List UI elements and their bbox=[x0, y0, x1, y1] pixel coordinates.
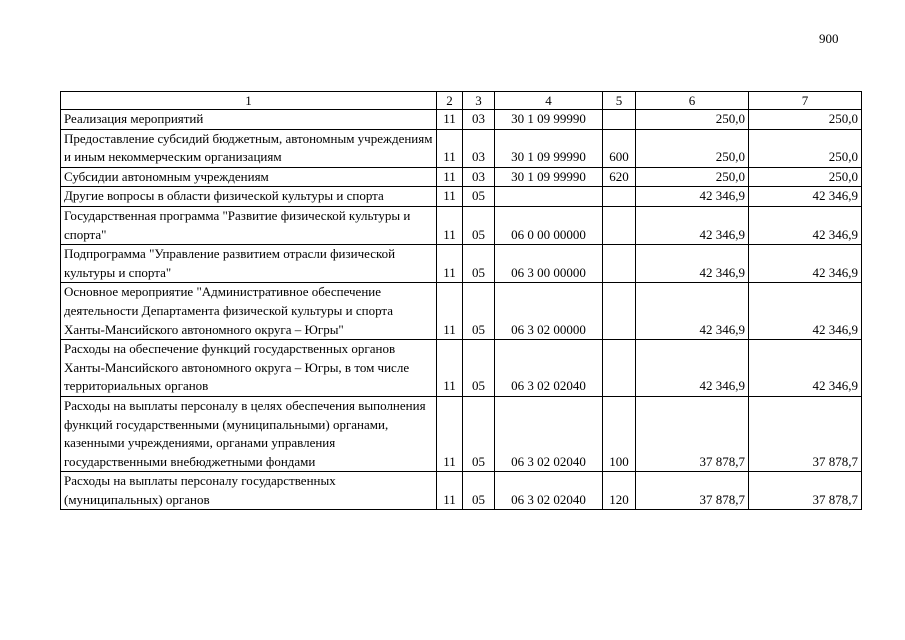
row-sum-col6: 42 346,9 bbox=[636, 340, 749, 397]
header-cell-7: 7 bbox=[749, 92, 862, 110]
row-subsection: 05 bbox=[463, 245, 495, 283]
row-section: 11 bbox=[437, 167, 463, 187]
row-expense-type bbox=[603, 283, 636, 340]
row-sum-col6: 42 346,9 bbox=[636, 245, 749, 283]
header-row bbox=[61, 92, 862, 110]
row-name: Субсидии автономным учреждениям bbox=[61, 167, 437, 187]
header-cell-6: 6 bbox=[636, 92, 749, 110]
row-section: 11 bbox=[437, 283, 463, 340]
row-sum-col7: 250,0 bbox=[749, 129, 862, 167]
row-subsection: 05 bbox=[463, 187, 495, 207]
row-sum-col7: 42 346,9 bbox=[749, 206, 862, 244]
row-section: 11 bbox=[437, 110, 463, 130]
row-subsection: 05 bbox=[463, 206, 495, 244]
row-section: 11 bbox=[437, 187, 463, 207]
row-section: 11 bbox=[437, 472, 463, 510]
row-name: Расходы на выплаты персоналу в целях обеспечения выполнения функций государственными (муниципальными) органами, казенными учреждениями, органами управления государственными внебюджетными фондами bbox=[61, 396, 437, 471]
row-expense-type bbox=[603, 187, 636, 207]
row-sum-col7: 250,0 bbox=[749, 167, 862, 187]
row-expense-type bbox=[603, 340, 636, 397]
row-expense-type bbox=[603, 206, 636, 244]
row-target-article: 30 1 09 99990 bbox=[495, 110, 603, 130]
row-name: Государственная программа "Развитие физической культуры и спорта" bbox=[61, 206, 437, 244]
row-target-article: 06 3 02 00000 bbox=[495, 283, 603, 340]
row-sum-col6: 250,0 bbox=[636, 167, 749, 187]
row-name: Подпрограмма "Управление развитием отрасли физической культуры и спорта" bbox=[61, 245, 437, 283]
row-subsection: 05 bbox=[463, 340, 495, 397]
table-row bbox=[61, 110, 862, 130]
table-row bbox=[61, 245, 862, 283]
row-sum-col6: 250,0 bbox=[636, 129, 749, 167]
row-name: Другие вопросы в области физической культуры и спорта bbox=[61, 187, 437, 207]
header-cell-5: 5 bbox=[603, 92, 636, 110]
row-name: Реализация мероприятий bbox=[61, 110, 437, 130]
row-sum-col7: 250,0 bbox=[749, 110, 862, 130]
row-expense-type: 620 bbox=[603, 167, 636, 187]
row-sum-col7: 42 346,9 bbox=[749, 187, 862, 207]
row-section: 11 bbox=[437, 129, 463, 167]
row-sum-col6: 37 878,7 bbox=[636, 472, 749, 510]
row-expense-type bbox=[603, 110, 636, 130]
row-subsection: 05 bbox=[463, 472, 495, 510]
table-row bbox=[61, 283, 862, 340]
header-cell-1: 1 bbox=[61, 92, 437, 110]
row-expense-type: 120 bbox=[603, 472, 636, 510]
row-name: Расходы на выплаты персоналу государственных (муниципальных) органов bbox=[61, 472, 437, 510]
row-expense-type: 600 bbox=[603, 129, 636, 167]
row-target-article: 06 3 00 00000 bbox=[495, 245, 603, 283]
row-name: Предоставление субсидий бюджетным, автономным учреждениям и иным некоммерческим организациям bbox=[61, 129, 437, 167]
table-row bbox=[61, 396, 862, 471]
budget-table bbox=[60, 91, 862, 510]
row-target-article bbox=[495, 187, 603, 207]
table-row bbox=[61, 472, 862, 510]
row-sum-col7: 42 346,9 bbox=[749, 245, 862, 283]
header-cell-3: 3 bbox=[463, 92, 495, 110]
row-sum-col6: 37 878,7 bbox=[636, 396, 749, 471]
row-sum-col6: 42 346,9 bbox=[636, 283, 749, 340]
row-sum-col6: 250,0 bbox=[636, 110, 749, 130]
row-target-article: 06 3 02 02040 bbox=[495, 396, 603, 471]
row-target-article: 06 0 00 00000 bbox=[495, 206, 603, 244]
row-section: 11 bbox=[437, 206, 463, 244]
row-sum-col6: 42 346,9 bbox=[636, 206, 749, 244]
table-row bbox=[61, 340, 862, 397]
row-sum-col7: 37 878,7 bbox=[749, 396, 862, 471]
table-row bbox=[61, 206, 862, 244]
row-expense-type bbox=[603, 245, 636, 283]
row-name: Расходы на обеспечение функций государственных органов Ханты-Мансийского автономного округа – Югры, в том числе территориальных органов bbox=[61, 340, 437, 397]
page-number: 900 bbox=[819, 31, 839, 46]
row-sum-col7: 42 346,9 bbox=[749, 283, 862, 340]
row-expense-type: 100 bbox=[603, 396, 636, 471]
row-subsection: 03 bbox=[463, 129, 495, 167]
row-sum-col7: 42 346,9 bbox=[749, 340, 862, 397]
row-section: 11 bbox=[437, 340, 463, 397]
row-section: 11 bbox=[437, 245, 463, 283]
row-subsection: 03 bbox=[463, 110, 495, 130]
row-sum-col7: 37 878,7 bbox=[749, 472, 862, 510]
header-cell-4: 4 bbox=[495, 92, 603, 110]
row-section: 11 bbox=[437, 396, 463, 471]
table-row bbox=[61, 167, 862, 187]
row-sum-col6: 42 346,9 bbox=[636, 187, 749, 207]
table-row bbox=[61, 187, 862, 207]
row-target-article: 06 3 02 02040 bbox=[495, 472, 603, 510]
row-subsection: 05 bbox=[463, 396, 495, 471]
row-subsection: 05 bbox=[463, 283, 495, 340]
row-target-article: 30 1 09 99990 bbox=[495, 167, 603, 187]
header-cell-2: 2 bbox=[437, 92, 463, 110]
row-target-article: 30 1 09 99990 bbox=[495, 129, 603, 167]
row-target-article: 06 3 02 02040 bbox=[495, 340, 603, 397]
table-row bbox=[61, 129, 862, 167]
row-name: Основное мероприятие "Административное обеспечение деятельности Департамента физической культуры и спорта Ханты-Мансийского автономного округа – Югры" bbox=[61, 283, 437, 340]
row-subsection: 03 bbox=[463, 167, 495, 187]
